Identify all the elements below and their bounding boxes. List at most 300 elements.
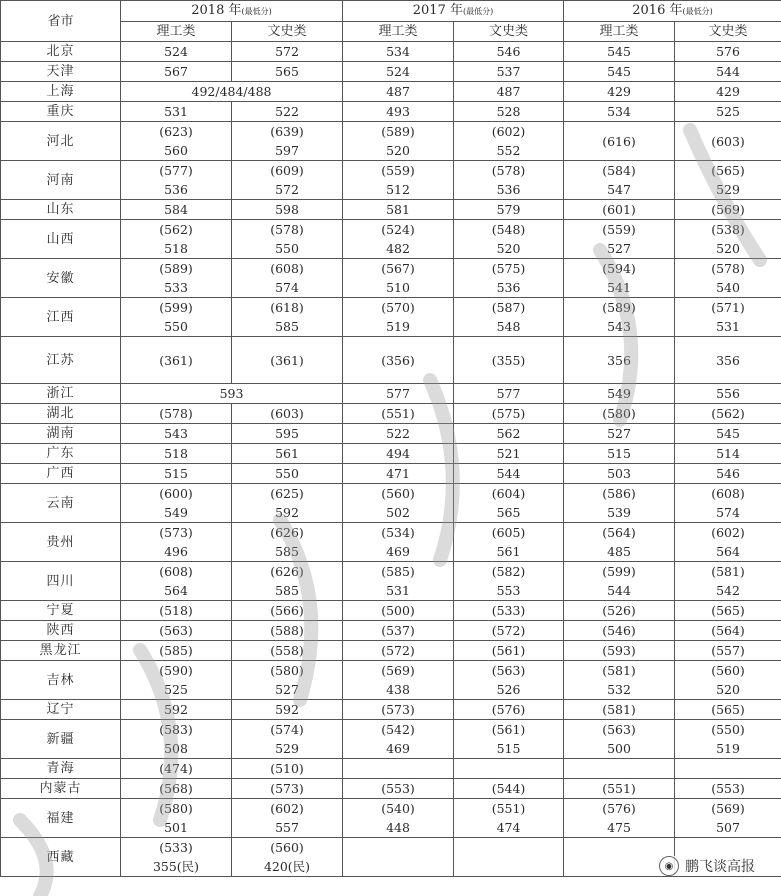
score-line: 515	[164, 466, 188, 481]
score-line-first: (562)	[159, 222, 193, 237]
score-cell	[343, 838, 454, 877]
score-line: 485	[607, 544, 631, 559]
score-cell	[232, 838, 343, 877]
score-cell	[564, 601, 675, 621]
score-line-first: (567)	[381, 261, 415, 276]
score-line: 502	[386, 505, 410, 520]
score-cell	[454, 220, 564, 259]
table-row	[1, 562, 781, 601]
score-line: (518)	[159, 603, 193, 618]
score-line: 531	[164, 104, 188, 119]
score-line: 581	[386, 202, 410, 217]
score-line: 574	[275, 280, 299, 295]
score-line: 534	[607, 104, 631, 119]
score-cell	[343, 259, 454, 298]
score-cell	[232, 700, 343, 720]
year-header-2017	[343, 1, 564, 22]
score-cell	[454, 82, 564, 102]
score-line: 540	[716, 280, 740, 295]
score-cell	[564, 444, 675, 464]
score-line-first: (582)	[491, 564, 526, 579]
table-row	[1, 337, 781, 384]
score-cell	[121, 779, 232, 799]
score-cell	[564, 523, 675, 562]
score-cell	[121, 298, 232, 337]
score-line: (537)	[381, 623, 415, 638]
score-line: 572	[275, 44, 299, 59]
score-cell	[454, 601, 564, 621]
score-line: 520	[386, 143, 410, 158]
score-cell	[232, 424, 343, 444]
score-cell	[675, 62, 781, 82]
score-line: 420(民)	[263, 859, 311, 874]
score-cell	[343, 122, 454, 161]
score-line: 474	[496, 820, 521, 835]
score-line: 475	[607, 820, 631, 835]
score-line-first: (581)	[602, 663, 636, 678]
score-line-first: (564)	[602, 525, 636, 540]
score-cell	[343, 384, 454, 404]
table-row	[1, 601, 781, 621]
score-line-first: (589)	[159, 261, 193, 276]
score-line-first: (608)	[711, 486, 745, 501]
score-cell	[454, 562, 564, 601]
score-line: (558)	[270, 643, 304, 658]
table-row	[1, 799, 781, 838]
province-cell: 江西	[1, 298, 121, 337]
score-cell	[232, 200, 343, 220]
score-cell	[675, 759, 781, 779]
table-row	[1, 200, 781, 220]
score-line-first: (618)	[270, 300, 304, 315]
province-cell: 四川	[1, 562, 121, 601]
score-cell	[232, 337, 343, 384]
score-line-first: (540)	[381, 801, 415, 816]
score-line-first: (605)	[491, 525, 526, 540]
score-line: 522	[386, 426, 410, 441]
score-cell	[121, 122, 232, 161]
score-cell	[232, 799, 343, 838]
score-cell	[454, 161, 564, 200]
score-cell	[121, 42, 232, 62]
score-line: 512	[386, 182, 410, 197]
score-line: (544)	[491, 781, 526, 796]
score-cell	[564, 200, 675, 220]
score-line-first: (580)	[270, 663, 304, 678]
province-cell: 安徽	[1, 259, 121, 298]
score-cell	[675, 42, 781, 62]
score-cell	[675, 464, 781, 484]
score-cell	[232, 621, 343, 641]
score-line: (553)	[711, 781, 745, 796]
score-line-first: (563)	[602, 722, 636, 737]
score-line: (581)	[602, 702, 636, 717]
table-row	[1, 82, 781, 102]
score-line-first: (560)	[381, 486, 415, 501]
score-cell	[675, 220, 781, 259]
score-line-first: (590)	[159, 663, 193, 678]
score-line: 520	[496, 241, 521, 256]
score-cell	[232, 484, 343, 523]
score-line: 536	[496, 182, 521, 197]
score-cell	[454, 700, 564, 720]
score-line: 564	[716, 544, 740, 559]
score-cell	[454, 62, 564, 82]
score-cell	[454, 122, 564, 161]
score-cell	[454, 42, 564, 62]
score-line: 542	[716, 583, 740, 598]
score-cell	[675, 700, 781, 720]
score-cell	[564, 42, 675, 62]
score-line: 545	[607, 64, 631, 79]
score-cell	[343, 161, 454, 200]
score-cell	[454, 661, 564, 700]
year-header-2018	[121, 1, 343, 22]
table-row	[1, 161, 781, 200]
score-line-first: (589)	[381, 124, 415, 139]
score-line-first: (626)	[270, 564, 304, 579]
score-line-first: (575)	[491, 261, 526, 276]
score-cell	[343, 759, 454, 779]
score-line: 565	[275, 64, 299, 79]
score-cell	[454, 484, 564, 523]
score-line: 429	[716, 84, 740, 99]
score-line: 487	[496, 84, 521, 99]
province-cell: 云南	[1, 484, 121, 523]
score-line: 493	[386, 104, 410, 119]
score-cell	[454, 337, 564, 384]
score-cell	[675, 720, 781, 759]
score-cell	[564, 759, 675, 779]
score-line-first: (578)	[711, 261, 745, 276]
score-line-first: (533)	[159, 840, 193, 855]
score-line: 541	[607, 280, 631, 295]
score-cell	[121, 621, 232, 641]
score-cell	[675, 404, 781, 424]
score-cell	[564, 337, 675, 384]
score-line-first: (581)	[711, 564, 745, 579]
score-cell	[121, 759, 232, 779]
score-cell	[232, 759, 343, 779]
score-cell	[454, 641, 564, 661]
score-cell	[121, 523, 232, 562]
score-cell	[232, 298, 343, 337]
score-line: 471	[386, 466, 410, 481]
score-line: (603)	[711, 133, 745, 149]
table-row	[1, 42, 781, 62]
province-cell: 山东	[1, 200, 121, 220]
footer-label: 鹏飞谈高报	[685, 859, 755, 875]
score-line-first: (560)	[711, 663, 745, 678]
score-cell	[675, 444, 781, 464]
province-cell: 陕西	[1, 621, 121, 641]
score-cell	[121, 700, 232, 720]
table-row	[1, 621, 781, 641]
score-cell	[675, 779, 781, 799]
score-line: 565	[496, 505, 521, 520]
score-line: 521	[496, 446, 521, 461]
province-cell: 西藏	[1, 838, 121, 877]
score-cell	[564, 298, 675, 337]
table-row	[1, 720, 781, 759]
score-line: 584	[164, 202, 188, 217]
score-line: (561)	[491, 643, 526, 658]
score-cell	[232, 62, 343, 82]
score-cell	[343, 641, 454, 661]
score-line: 531	[386, 583, 410, 598]
score-line: 531	[716, 319, 740, 334]
score-cell	[564, 661, 675, 700]
score-cell	[454, 523, 564, 562]
score-cell	[121, 404, 232, 424]
score-line: 520	[716, 682, 740, 697]
score-cell	[675, 384, 781, 404]
province-cell: 吉林	[1, 661, 121, 700]
score-line: 562	[496, 426, 521, 441]
score-line: 592	[275, 702, 299, 717]
score-cell	[675, 661, 781, 700]
score-line-first: (589)	[602, 300, 636, 315]
score-cell	[454, 259, 564, 298]
province-cell: 广西	[1, 464, 121, 484]
province-cell: 山西	[1, 220, 121, 259]
year-label: 2017 年	[412, 3, 463, 18]
score-line: (593)	[602, 643, 636, 658]
score-cell	[343, 424, 454, 444]
score-line: (551)	[602, 781, 636, 796]
province-cell: 天津	[1, 62, 121, 82]
score-line: (500)	[381, 603, 415, 618]
score-cell	[454, 200, 564, 220]
province-cell: 黑龙江	[1, 641, 121, 661]
arts-header: 文史类	[675, 22, 781, 42]
score-cell	[564, 122, 675, 161]
score-line: 544	[716, 64, 740, 79]
score-line: 543	[164, 426, 188, 441]
score-line-first: (586)	[602, 486, 636, 501]
score-cell	[454, 464, 564, 484]
score-cell-merged: 492/484/488	[121, 82, 343, 102]
score-cell	[343, 700, 454, 720]
score-line-first: (585)	[381, 564, 415, 579]
score-cell	[675, 161, 781, 200]
score-cell	[343, 661, 454, 700]
score-line: 549	[164, 505, 188, 520]
table-row	[1, 464, 781, 484]
score-line: 572	[275, 182, 299, 197]
score-line: 585	[275, 544, 299, 559]
score-cell	[343, 779, 454, 799]
score-cell	[121, 464, 232, 484]
score-cell	[232, 641, 343, 661]
score-line: (578)	[159, 406, 193, 421]
score-cell	[121, 661, 232, 700]
score-line: 550	[164, 319, 188, 334]
score-line: 500	[607, 741, 631, 756]
score-line: (572)	[491, 623, 526, 638]
score-line-first: (573)	[159, 525, 193, 540]
score-cell	[564, 404, 675, 424]
score-line: 527	[607, 426, 631, 441]
score-line: (566)	[270, 603, 304, 618]
score-line: (546)	[602, 623, 636, 638]
score-cell	[675, 200, 781, 220]
score-line: 518	[164, 446, 188, 461]
score-cell	[454, 298, 564, 337]
score-line-first: (580)	[159, 801, 193, 816]
score-line-first: (551)	[491, 801, 526, 816]
score-line: 519	[386, 319, 410, 334]
score-line: (585)	[159, 643, 193, 658]
score-line: 514	[716, 446, 740, 461]
province-cell: 江苏	[1, 337, 121, 384]
score-cell	[675, 523, 781, 562]
science-header: 理工类	[564, 22, 675, 42]
score-line: 577	[386, 386, 410, 401]
score-line: 560	[164, 143, 188, 158]
score-line: 532	[607, 682, 631, 697]
score-line: 355(民)	[152, 859, 200, 874]
score-line-first: (609)	[270, 163, 304, 178]
score-line-first: (548)	[491, 222, 526, 237]
table-row	[1, 700, 781, 720]
score-line: (568)	[159, 781, 193, 796]
table-row	[1, 259, 781, 298]
score-cell	[564, 562, 675, 601]
score-line: 533	[164, 280, 188, 295]
score-line: 550	[275, 241, 299, 256]
score-cell	[121, 102, 232, 122]
score-line: (588)	[270, 623, 304, 638]
score-cell	[232, 720, 343, 759]
arts-header: 文史类	[232, 22, 343, 42]
score-line: (551)	[381, 406, 415, 421]
score-line: 536	[496, 280, 521, 295]
table-row	[1, 424, 781, 444]
score-line: 561	[275, 446, 299, 461]
score-line: (510)	[270, 761, 304, 776]
score-line: 515	[496, 741, 521, 756]
score-line: 543	[607, 319, 631, 334]
score-line: 597	[275, 143, 299, 158]
score-cell	[343, 562, 454, 601]
score-cell	[564, 161, 675, 200]
score-line: 503	[607, 466, 631, 481]
score-cell	[564, 102, 675, 122]
score-line-first: (538)	[711, 222, 745, 237]
score-line: (361)	[270, 352, 304, 368]
score-line-first: (542)	[381, 722, 415, 737]
table-row	[1, 523, 781, 562]
score-cell	[121, 601, 232, 621]
score-cell	[564, 384, 675, 404]
score-cell	[121, 200, 232, 220]
year-label: 2016 年	[632, 3, 683, 18]
score-cell	[675, 102, 781, 122]
score-line: 592	[275, 505, 299, 520]
score-cell	[232, 562, 343, 601]
province-cell: 北京	[1, 42, 121, 62]
score-line: 482	[386, 241, 410, 256]
score-cell	[343, 102, 454, 122]
score-cell	[454, 759, 564, 779]
province-cell: 内蒙古	[1, 779, 121, 799]
score-line: 598	[275, 202, 299, 217]
score-line: (616)	[602, 133, 636, 149]
score-cell	[232, 464, 343, 484]
score-cell	[564, 720, 675, 759]
score-cell	[343, 464, 454, 484]
score-line-first: (608)	[159, 564, 193, 579]
score-line: (355)	[491, 352, 526, 368]
score-line: 438	[386, 682, 410, 697]
score-cell	[121, 62, 232, 82]
score-line: 556	[716, 386, 740, 401]
score-cell	[675, 424, 781, 444]
score-line-first: (574)	[270, 722, 304, 737]
score-cell	[343, 62, 454, 82]
score-cell	[454, 384, 564, 404]
score-cell	[454, 799, 564, 838]
table-row	[1, 661, 781, 700]
score-cell	[232, 444, 343, 464]
score-cell	[232, 220, 343, 259]
score-cell	[343, 601, 454, 621]
score-cell	[675, 298, 781, 337]
score-cell-merged: 593	[121, 384, 343, 404]
score-line: 525	[164, 682, 188, 697]
score-line: (572)	[381, 643, 415, 658]
score-cell	[232, 661, 343, 700]
table-row	[1, 484, 781, 523]
province-cell: 河北	[1, 122, 121, 161]
score-line: 526	[496, 682, 521, 697]
score-line: 507	[716, 820, 740, 835]
footer-brand	[659, 856, 755, 876]
score-line: 576	[716, 44, 740, 59]
table-row	[1, 102, 781, 122]
score-line: (361)	[159, 352, 193, 368]
score-line: 534	[386, 44, 410, 59]
province-cell: 湖北	[1, 404, 121, 424]
score-line: 550	[275, 466, 299, 481]
table-row	[1, 220, 781, 259]
score-cell	[564, 641, 675, 661]
score-line: 448	[386, 820, 410, 835]
score-cell	[232, 523, 343, 562]
score-line: 501	[164, 820, 188, 835]
province-cell: 广东	[1, 444, 121, 464]
score-line: 567	[164, 64, 188, 79]
score-cell	[343, 523, 454, 562]
score-line-first: (565)	[711, 163, 745, 178]
score-line: 549	[607, 386, 631, 401]
score-line-first: (587)	[491, 300, 526, 315]
score-line-first: (594)	[602, 261, 636, 276]
score-line-first: (584)	[602, 163, 636, 178]
score-cell	[454, 444, 564, 464]
score-line-first: (602)	[491, 124, 526, 139]
score-cell	[454, 838, 564, 877]
score-line: (557)	[711, 643, 745, 658]
score-line: 548	[496, 319, 521, 334]
score-line-first: (571)	[711, 300, 745, 315]
score-line-first: (570)	[381, 300, 415, 315]
score-line: (576)	[491, 702, 526, 717]
score-cell	[564, 621, 675, 641]
year-header-2016	[564, 1, 781, 22]
score-cell	[564, 82, 675, 102]
